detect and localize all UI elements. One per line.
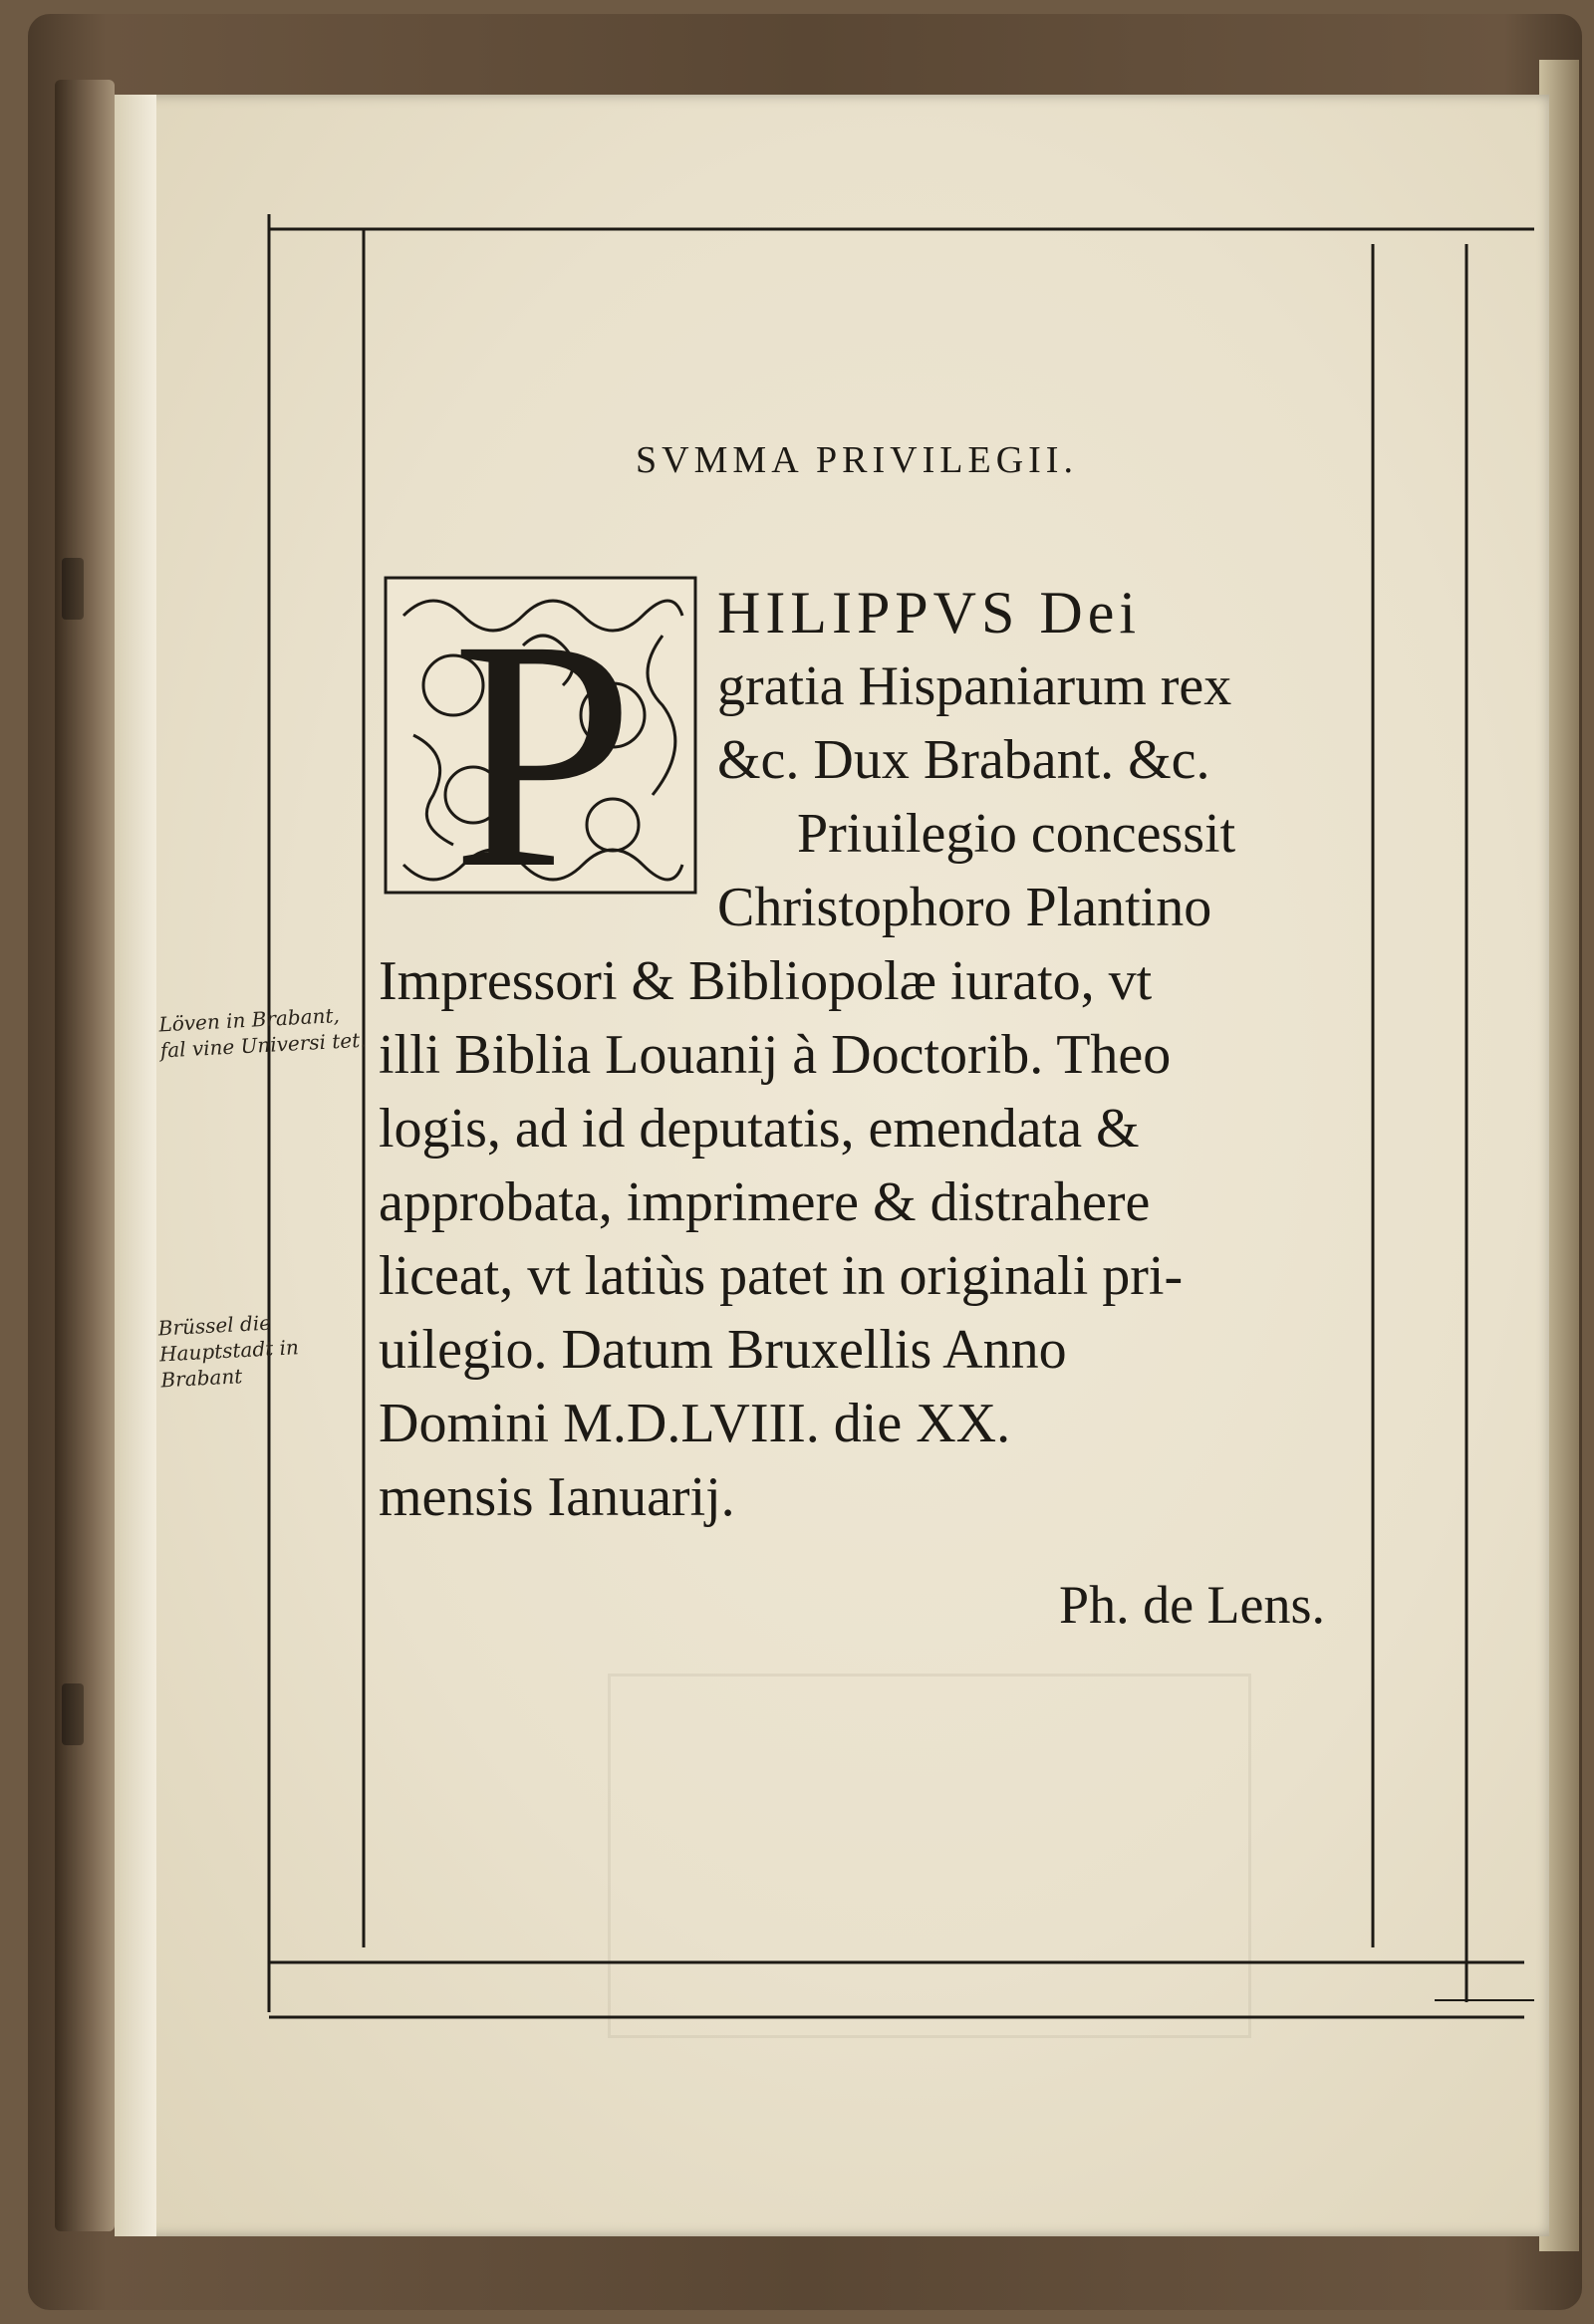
marginal-note-brussels: Brüssel die Hauptstadt in Brabant [157,1310,300,1393]
page-heading: SVMMA PRIVILEGII. [636,439,1078,481]
text-line-13: mensis Ianuarij. [379,1466,735,1528]
text-line-12: Domini M.D.LVIII. die XX. [379,1393,1011,1454]
text-line-6: Impressori & Bibliopolæ iurato, vt [379,950,1153,1012]
signature: Ph. de Lens. [1059,1575,1325,1635]
drop-cap-letter: P [451,576,635,895]
text-line-11: uilegio. Datum Bruxellis Anno [379,1319,1067,1381]
text-line-2: gratia Hispaniarum rex [717,655,1232,717]
text-line-9: approbata, imprimere & distrahere [379,1171,1151,1233]
privilege-text [379,576,1345,1534]
text-line-10: liceat, vt latiùs patet in originali pri- [379,1245,1184,1307]
text-line-5: Christophoro Plantino [717,877,1212,938]
text-line-1: HILIPPVS Dei [717,580,1142,646]
text-line-3: &c. Dux Brabant. &c. [717,729,1210,791]
text-line-4: Priuilegio concessit [797,803,1236,865]
marginal-note-louvain: Löven in Brabant, fal vine Universi tet. [157,1003,368,1063]
text-line-7: illi Biblia Louanij à Doctorib. Theo [379,1024,1172,1086]
text-line-8: logis, ad id deputatis, emendata & [379,1098,1140,1160]
